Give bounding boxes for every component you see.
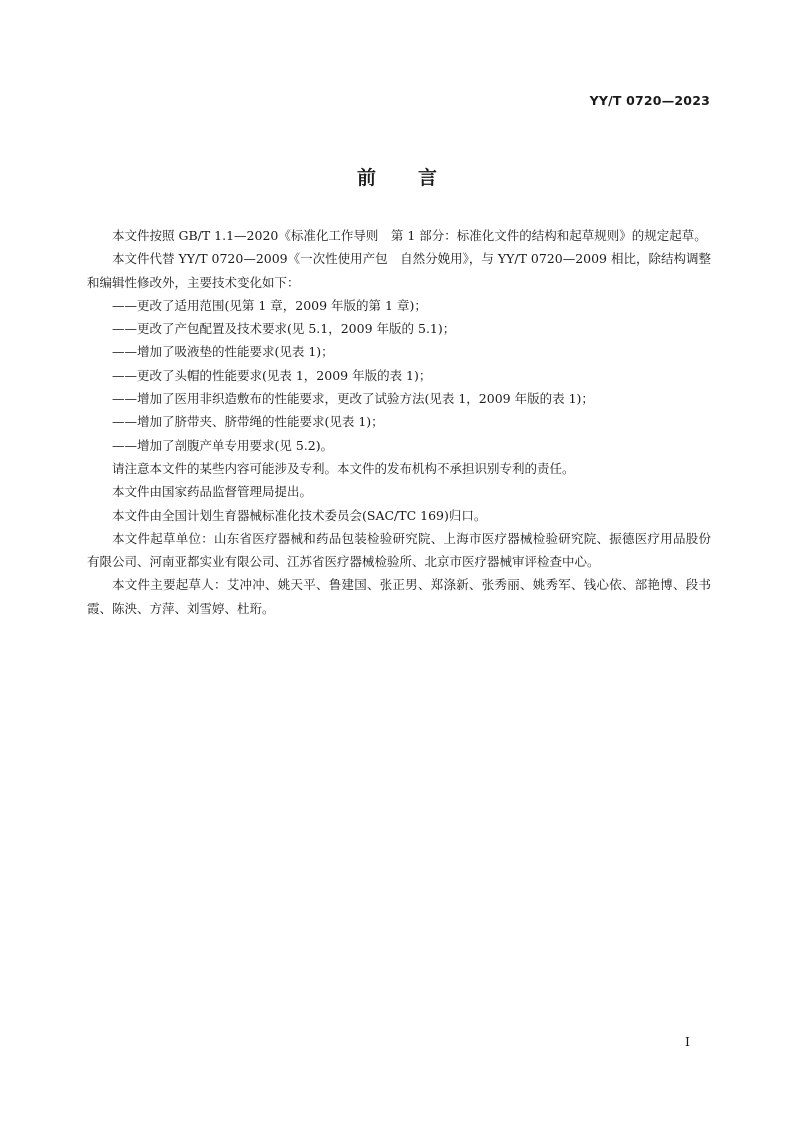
page-title: [0, 163, 794, 190]
title-char-2: 言: [418, 167, 438, 189]
paragraph-drafters: 本文件主要起草人：艾冲冲、姚天平、鲁建国、张正男、郑涤新、张秀丽、姚秀军、钱心依、部艳博、段书霞、陈泱、方萍、刘雪婷、杜珩。: [87, 577, 711, 616]
paragraph-committee: 本文件由全国计划生育器械标准化技术委员会(SAC/TC 169)归口。: [112, 507, 487, 523]
paragraph-replacement: 本文件代替 YY/T 0720—2009《一次性使用产包 自然分娩用》，与 YY/T 0720—2009 相比，除结构调整和编辑性修改外，主要技术变化如下：: [87, 251, 711, 290]
page-number: I: [685, 1034, 690, 1049]
change-item: ——增加了脐带夹、脐带绳的性能要求(见表 1)；: [112, 414, 384, 430]
paragraph-drafting-units: 本文件起草单位：山东省医疗器械和药品包装检验研究院、上海市医疗器械检验研究院、振德医疗用品股份有限公司、河南亚都实业有限公司、江苏省医疗器械检验所、北京市医疗器械审评检查中心。: [87, 530, 711, 570]
change-item: ——增加了剖腹产单专用要求(见 5.2)。: [112, 437, 334, 453]
change-item: ——增加了医用非织造敷布的性能要求，更改了试验方法(见表 1，2009 年版的表 1)；: [112, 391, 594, 407]
title-char-1: 前: [356, 167, 376, 189]
change-item: ——更改了产包配置及技术要求(见 5.1，2009 年版的 5.1)；: [112, 321, 456, 337]
paragraph-proposer: 本文件由国家药品监督管理局提出。: [112, 484, 313, 500]
standard-code: YY/T 0720—2023: [589, 93, 710, 108]
change-item: ——更改了适用范围(见第 1 章，2009 年版的第 1 章)；: [112, 297, 427, 313]
change-item: ——增加了吸液垫的性能要求(见表 1)；: [112, 344, 334, 360]
change-item: ——更改了头帽的性能要求(见表 1，2009 年版的表 1)；: [112, 367, 432, 383]
foreword-body: [87, 224, 711, 620]
paragraph-patent-notice: 请注意本文件的某些内容可能涉及专利。本文件的发布机构不承担识别专利的责任。: [112, 460, 575, 476]
paragraph-drafting-rules: 本文件按照 GB/T 1.1—2020《标准化工作导则 第 1 部分：标准化文件的结构和起草规则》的规定起草。: [112, 228, 707, 243]
